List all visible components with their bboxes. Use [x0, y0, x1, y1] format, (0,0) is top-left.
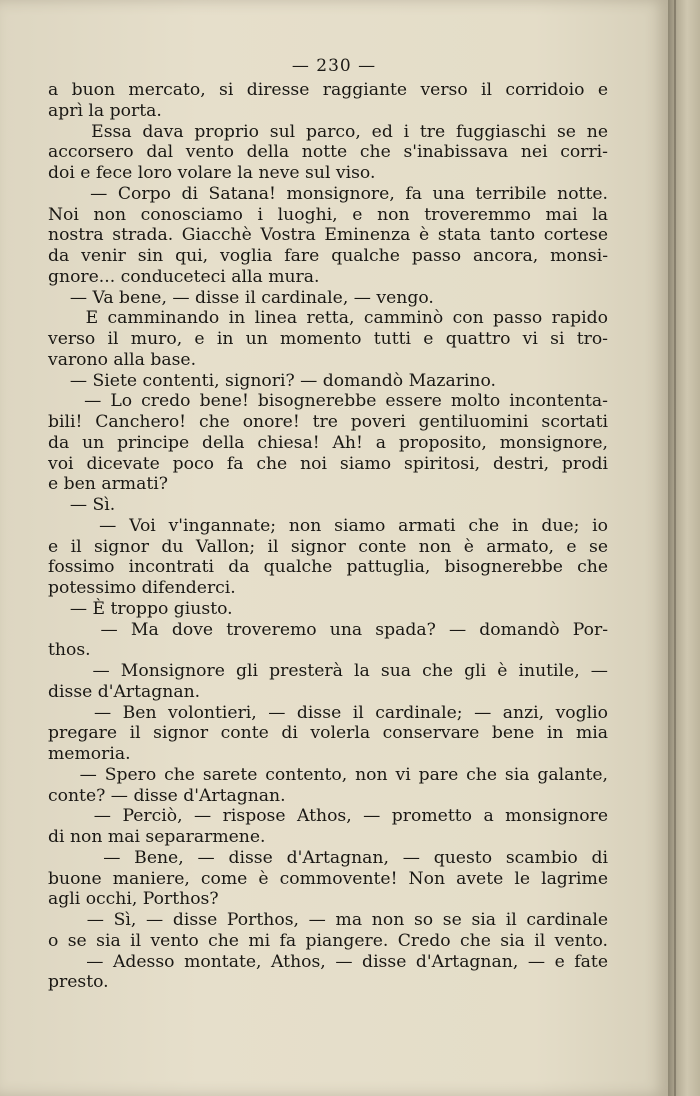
- text-line: potessimo difenderci.: [48, 578, 236, 598]
- page-edge: [668, 0, 700, 1096]
- text-line: o se sia il vento che mi fa piangere. Credo che sia il vento.: [48, 930, 608, 951]
- text-line: — Siete contenti, signori? — domandò Mazarino.: [48, 370, 497, 391]
- text-line: bili! Canchero! che onore! tre poveri gentiluomini scortati: [48, 412, 608, 432]
- text-line: — Spero che sarete contento, non vi pare che sia galante,: [48, 764, 608, 785]
- text-line: — Perciò, — rispose Athos, — prometto a monsignore: [48, 806, 608, 827]
- text-line: Noi non conosciamo i luoghi, e non troveremmo mai la: [48, 204, 608, 225]
- text-line: voi dicevate poco fa che noi siamo spiritosi, destri, prodi: [48, 453, 608, 474]
- text-line: di non mai separarmene.: [48, 827, 266, 847]
- text-line: — Sì.: [48, 495, 116, 515]
- text-line: fossimo incontrati da qualche pattuglia, bisognerebbe che: [48, 557, 608, 578]
- text-line: varono alla base.: [48, 349, 197, 370]
- text-line: agli occhi, Porthos?: [48, 889, 219, 910]
- text-line: accorsero dal vento della notte che s'inabissava nei corri-: [48, 142, 608, 163]
- text-line: — Ma dove troveremo una spada? — domandò Por-: [48, 619, 608, 640]
- text-line: verso il muro, e in un momento tutti e quattro vi si tro-: [48, 329, 608, 349]
- text-line: thos.: [48, 640, 91, 661]
- text-line: pregare il signor conte di volerla conservare bene in mia: [48, 723, 608, 744]
- text-line: — Bene, — disse d'Artagnan, — questo scambio di: [48, 847, 608, 868]
- text-line: — Voi v'ingannate; non siamo armati che in due; io: [48, 515, 608, 536]
- text-line: — Ben volontieri, — disse il cardinale; — anzi, voglio: [48, 702, 608, 723]
- text-line: e il signor du Vallon; il signor conte non è armato, e se: [48, 536, 608, 557]
- text-line: — Sì, — disse Porthos, — ma non so se sia il cardinale: [48, 910, 608, 930]
- text-line: E camminando in linea retta, camminò con passo rapido: [48, 308, 608, 329]
- text-line: e ben armati?: [48, 474, 168, 495]
- text-line: — È troppo giusto.: [48, 598, 233, 619]
- text-line: — Corpo di Satana! monsignore, fa una terribile notte.: [48, 183, 608, 204]
- text-line: a buon mercato, si diresse raggiante verso il corridoio e: [48, 80, 608, 100]
- text-line: presto.: [48, 972, 109, 993]
- page-number: — 230 —: [291, 56, 377, 76]
- text-line: — Monsignore gli presterà la sua che gli è inutile, —: [48, 661, 608, 681]
- text-line: Essa dava proprio sul parco, ed i tre fuggiaschi se ne: [48, 121, 608, 142]
- text-line: — Va bene, — disse il cardinale, — vengo.: [48, 287, 434, 308]
- text-line: gnore... conduceteci alla mura.: [48, 266, 320, 287]
- text-line: doi e fece loro volare la neve sul viso.: [48, 163, 376, 183]
- text-line: — Lo credo bene! bisognerebbe essere molto incontenta-: [48, 391, 608, 412]
- text-line: buone maniere, come è commovente! Non avete le lagrime: [48, 868, 608, 889]
- text-line: da un principe della chiesa! Ah! a proposito, monsignore,: [48, 432, 608, 453]
- text-line: memoria.: [48, 744, 131, 764]
- text-line: nostra strada. Giacchè Vostra Eminenza è stata tanto cortese: [48, 225, 608, 246]
- body-text: [48, 80, 608, 993]
- text-line: conte? — disse d'Artagnan.: [48, 785, 286, 806]
- text-line: — Adesso montate, Athos, — disse d'Artagnan, — e fate: [48, 951, 608, 972]
- text-line: da venir sin qui, voglia fare qualche passo ancora, monsi-: [48, 246, 608, 266]
- text-line: disse d'Artagnan.: [48, 681, 201, 702]
- text-line: aprì la porta.: [48, 100, 162, 121]
